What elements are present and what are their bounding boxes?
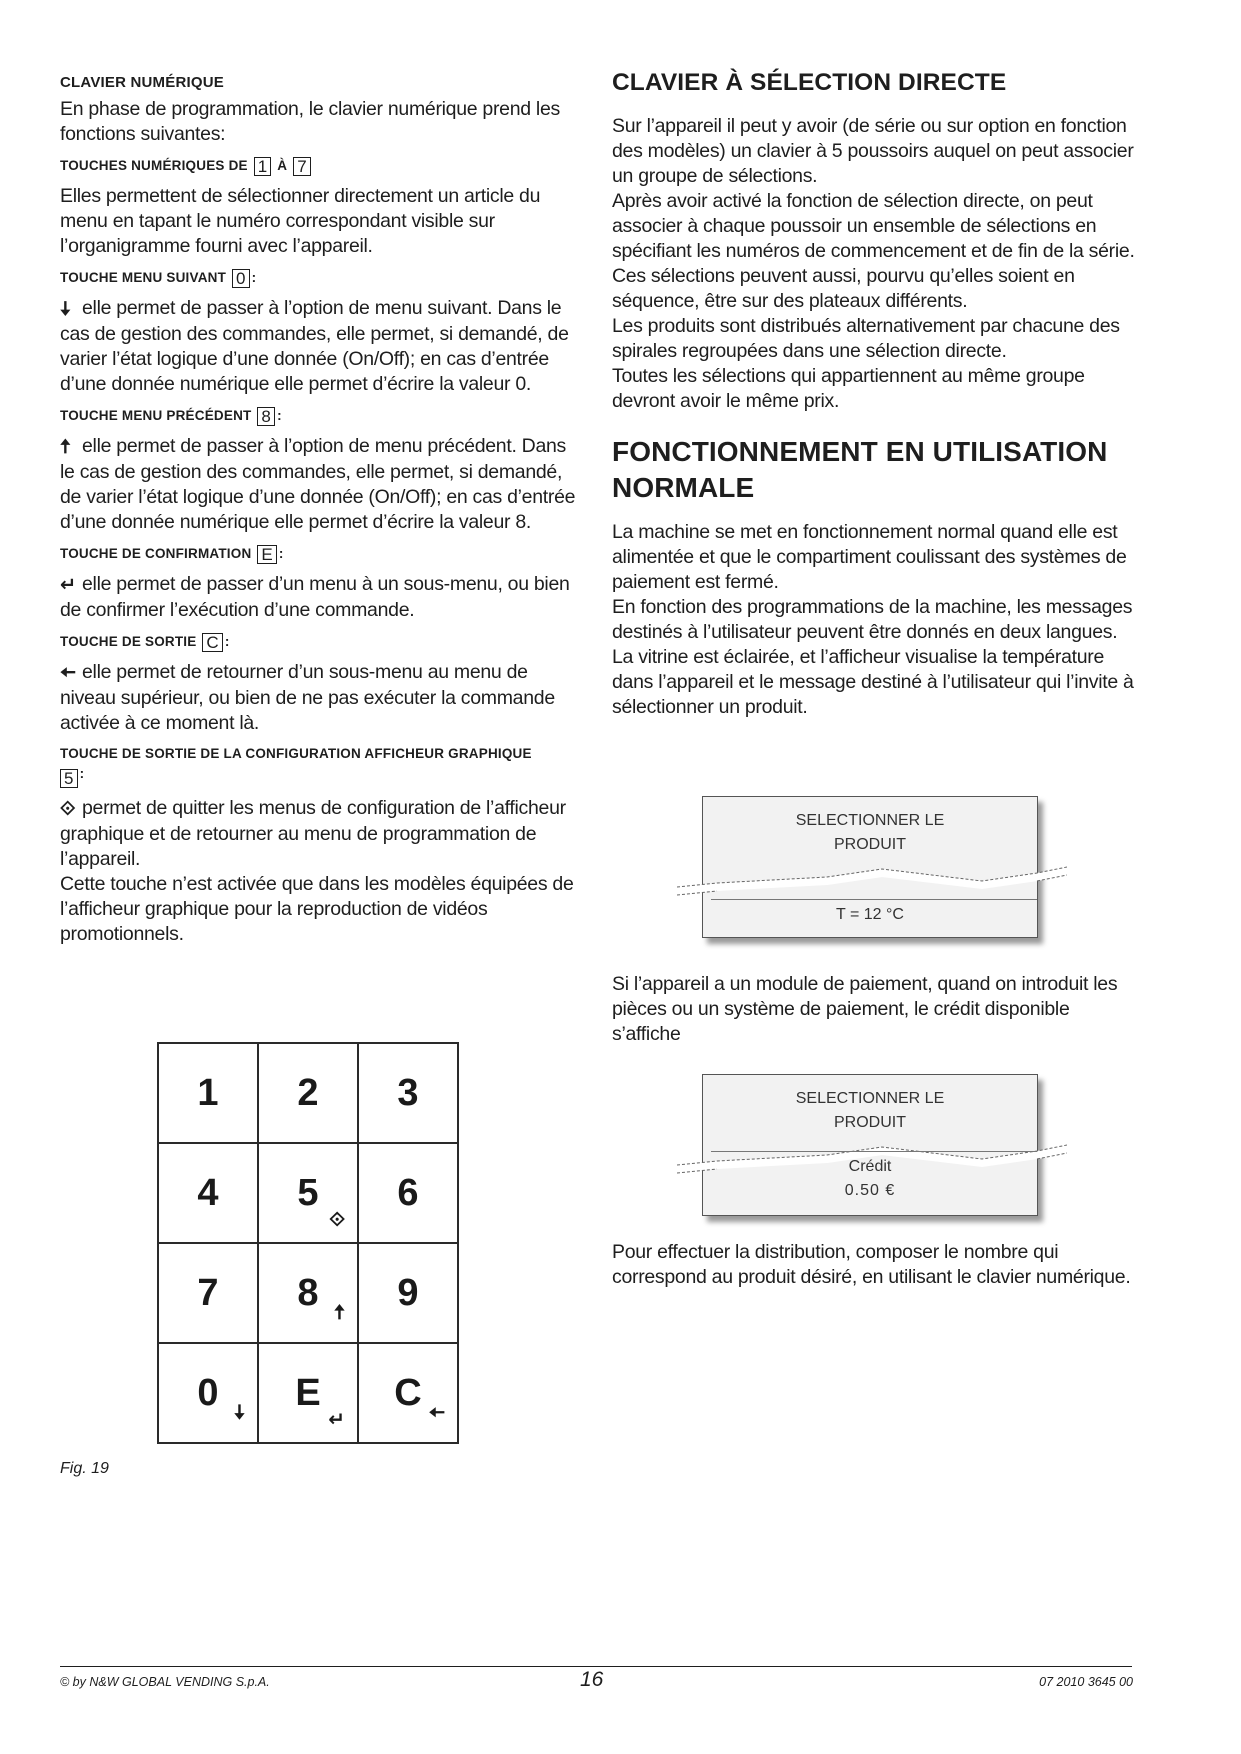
display-line-1: SELECTIONNER LE [795,1090,945,1107]
intro-paragraph: En phase de programmation, le clavier numérique prend les fonctions suivantes: [60,98,560,145]
figure-caption: Fig. 19 [60,1460,109,1477]
keypad-key-label: 4 [197,1172,219,1214]
heading-menu-suivant: TOUCHE MENU SUIVANT 0 : [60,269,257,288]
keypad-key-label: 6 [397,1172,419,1214]
display-message [703,809,1037,857]
footer-copyright: © by N&W GLOBAL VENDING S.p.A. [60,1675,270,1689]
heading-text: TOUCHE DE CONFIRMATION [60,546,252,562]
key-badge-0: 0 [232,269,250,288]
display-credit-label: Crédit [848,1158,892,1175]
key-badge-7: 7 [293,157,311,176]
footer-document-code: 07 2010 3645 00 [1039,1675,1133,1689]
paragraph-menu-precedent [60,434,580,535]
heading-menu-precedent: TOUCHE MENU PRÉCÉDENT 8 : [60,407,282,426]
paragraph-selection-2: Après avoir activé la fonction de sélection directe, on peut associer à chaque poussoir un ensemble de sélections en spécifiant les numéros de commencement et de fin de la série. [612,190,1135,262]
keypad-key-e [259,1344,357,1442]
keypad-key-9 [359,1244,457,1342]
heading-sortie: TOUCHE DE SORTIE C : [60,633,230,652]
display-line-2: PRODUIT [834,1114,906,1131]
right-column [612,66,1142,730]
paragraph-menu-suivant [60,296,580,397]
display-temperature: T = 12 °C [836,906,904,923]
heading-fonctionnement: FONCTIONNEMENT EN UTILISATION NORMALE [612,436,1108,503]
paragraph-fonctionnement-1: La machine se met en fonctionnement normal quand elle est alimentée et que le compartiment coulissant des systèmes de paiement est fermé. [612,521,1127,593]
numeric-keypad-figure [157,1042,459,1444]
paragraph-text: elle permet de retourner d’un sous-menu au menu de niveau supérieur, ou bien de ne pas exécuter la commande activée à ce moment là. [60,661,555,734]
heading-text: TOUCHE DE SORTIE [60,634,197,650]
display-separator [711,1151,1037,1152]
keypad-key-4 [159,1144,257,1242]
diamond-arrows-icon: ⟐ [60,798,76,820]
heading-text: TOUCHE MENU SUIVANT [60,270,227,286]
display-break-lines-icon [677,857,1067,897]
keypad-key-label: 5 [297,1172,319,1214]
display-panel-temperature [702,796,1038,938]
heading-text: TOUCHE DE SORTIE DE LA CONFIGURATION AFFICHEUR GRAPHIQUE [60,746,532,761]
key-badge-e: E [257,545,277,564]
paragraph-fonctionnement-2: En fonction des programmations de la machine, les messages destinés à l’utilisateur peuvent être donnés en deux langues. [612,596,1133,643]
page-number: 16 [580,1668,604,1691]
key-badge-5: 5 [60,769,78,788]
key-badge-1: 1 [254,157,272,176]
keypad-key-2 [259,1044,357,1142]
keypad-key-0 [159,1344,257,1442]
paragraph-selection-1: Sur l’appareil il peut y avoir (de série ou sur option en fonction des modèles) un clavier à 5 poussoirs auquel on peut associer un groupe de sélections. [612,115,1134,187]
paragraph-fonctionnement-3: La vitrine est éclairée, et l’afficheur visualise la température dans l’appareil et le message destiné à l’utilisateur qui l’invite à sélectionner un produit. [612,646,1134,718]
paragraph-text: elle permet de passer d’un menu à un sous-menu, ou bien de confirmer l’exécution d’une commande. [60,573,570,621]
keypad-key-label: 2 [297,1072,319,1114]
paragraph-sortie [60,660,580,736]
paragraph-text: permet de quitter les menus de configuration de l’afficheur graphique et de retourner au menu de programmation de l’appareil. [60,797,566,870]
footer-rule [60,1666,1132,1667]
left-arrow-icon: 🠄 [60,662,76,684]
down-arrow-icon: 🠇 [60,298,71,320]
keypad-key-arrow-icon: 🠅 [334,1302,345,1324]
keypad-key-label: 1 [197,1072,219,1114]
heading-clavier-selection-directe: CLAVIER À SÉLECTION DIRECTE [612,69,1007,96]
left-column [60,66,580,957]
display-credit-block [703,1155,1037,1203]
display-panel-credit [702,1074,1038,1216]
paragraph-sortie-afficheur-1 [60,796,580,872]
paragraph-text: elle permet de passer à l’option de menu suivant. Dans le cas de gestion des commandes, elle permet, si demandé, de varier l’état logique d’une donnée (On/Off); en cas d’entrée d’une donnée numérique elle permet d’écrire la valeur 0. [60,297,569,395]
display-line-1: SELECTIONNER LE [795,812,945,829]
display-separator [711,899,1037,900]
heading-confirmation: TOUCHE DE CONFIRMATION E : [60,545,284,564]
keypad-key-arrow-icon: ⟐ [329,1209,345,1231]
keypad-key-c [359,1344,457,1442]
keypad-key-arrow-icon: ↵ [328,1409,345,1431]
paragraph-confirmation [60,572,580,623]
enter-arrow-icon: ↵ [60,574,77,596]
keypad-key-label: 8 [297,1272,319,1314]
key-badge-8: 8 [257,407,275,426]
paragraph-touches-numeriques: Elles permettent de sélectionner directement un article du menu en tapant le numéro correspondant visible sur l’organigramme fourni avec l’appareil. [60,185,541,257]
paragraph-paiement: Si l’appareil a un module de paiement, quand on introduit les pièces ou un système de paiement, le crédit disponible s’affiche [612,973,1118,1045]
keypad-key-arrow-icon: 🠇 [234,1402,245,1424]
keypad-key-label: 7 [197,1272,219,1314]
paragraph-sortie-afficheur-2: Cette touche n’est activée que dans les modèles équipées de l’afficheur graphique pour la reproduction de vidéos promotionnels. [60,873,574,945]
keypad-key-label: 3 [397,1072,419,1114]
keypad-key-5 [259,1144,357,1242]
display-message [703,1087,1037,1135]
heading-text: TOUCHE MENU PRÉCÉDENT [60,408,252,424]
keypad-key-label: 9 [397,1272,419,1314]
heading-text: TOUCHES NUMÉRIQUES DE [60,158,248,174]
keypad-key-3 [359,1044,457,1142]
heading-sortie-afficheur: TOUCHE DE SORTIE DE LA CONFIGURATION AFFICHEUR GRAPHIQUE 5 : [60,746,532,788]
keypad-key-arrow-icon: 🠄 [428,1402,445,1424]
keypad-key-label: 0 [197,1372,219,1414]
keypad-key-1 [159,1044,257,1142]
display-line-2: PRODUIT [834,836,906,853]
heading-text-a: À [277,158,288,174]
keypad-key-6 [359,1144,457,1242]
paragraph-text: elle permet de passer à l’option de menu précédent. Dans le cas de gestion des commandes, elle permet, si demandé, de varier l’état logique d’une donnée (On/Off); en cas d’entrée d’une donnée numérique elle permet d’écrire la valeur 8. [60,435,576,533]
paragraph-selection-3: Ces sélections peuvent aussi, pourvu qu’elles soient en séquence, être sur des plateaux différents. [612,265,1075,312]
keypad-key-7 [159,1244,257,1342]
paragraph-selection-5: Toutes les sélections qui appartiennent au même groupe devront avoir le même prix. [612,365,1085,412]
key-badge-c: C [202,633,222,652]
keypad-key-8 [259,1244,357,1342]
up-arrow-icon: 🠅 [60,436,71,458]
paragraph-selection-4: Les produits sont distribués alternativement par chacune des spirales regroupées dans une sélection directe. [612,315,1120,362]
paragraph-distribution: Pour effectuer la distribution, composer le nombre qui correspond au produit désiré, en utilisant le clavier numérique. [612,1241,1131,1288]
display-credit-value: 0.50 € [844,1182,896,1199]
section-heading-clavier-numerique: CLAVIER NUMÉRIQUE [60,74,224,91]
heading-touches-numeriques [60,157,580,176]
keypad-key-label: E [295,1372,321,1414]
keypad-key-label: C [394,1372,422,1414]
